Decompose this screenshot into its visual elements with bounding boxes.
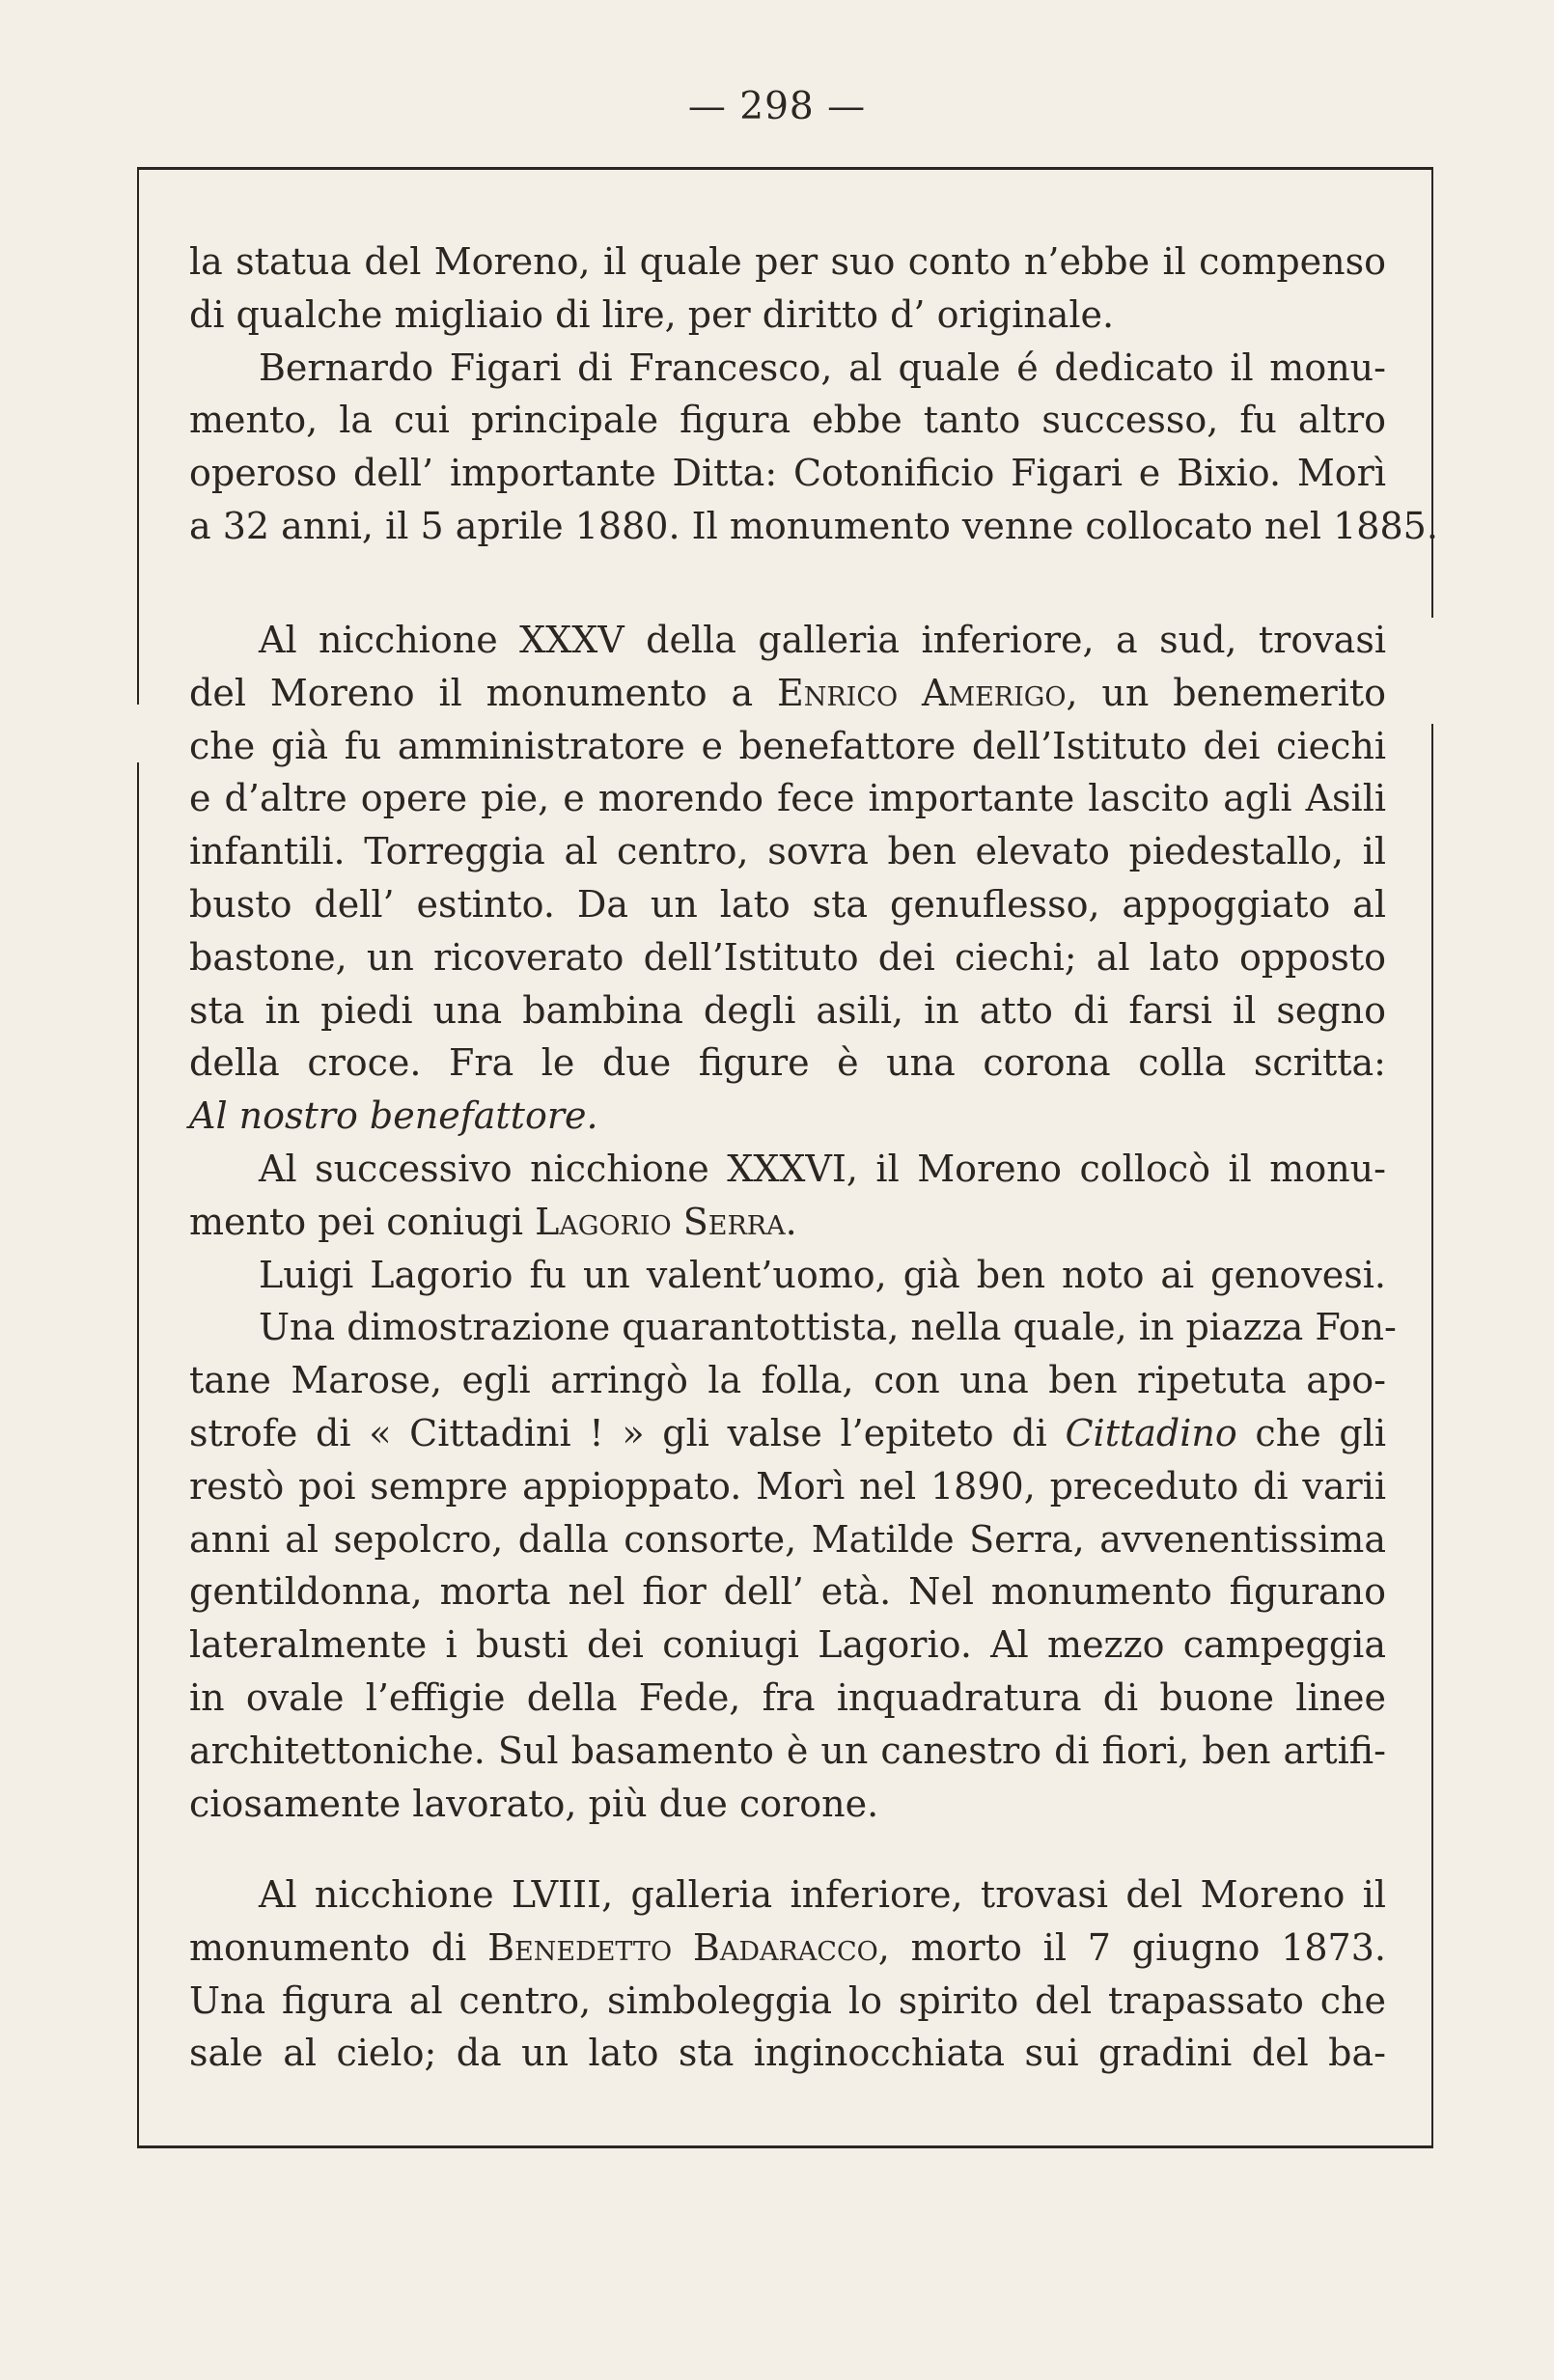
text-line: architettoniche. Sul basamento è un canestro di fiori, ben artifi- <box>189 1729 1386 1772</box>
text-line: lateralmente i busti dei coniugi Lagorio. Al mezzo campeggia <box>189 1623 1386 1667</box>
text-line: mento, la cui principale figura ebbe tanto successo, fu altro <box>189 399 1386 442</box>
text-line: Una dimostrazione quarantottista, nella quale, in piazza Fon- <box>259 1306 1397 1349</box>
text-line: gentildonna, morta nel fior dell’ età. Nel monumento figurano <box>189 1570 1386 1614</box>
text-line: anni al sepolcro, dalla consorte, Matilde Serra, avvenentissima <box>189 1517 1386 1561</box>
text-line: del Moreno il monumento a Enrico Amerigo, un benemerito <box>189 671 1386 714</box>
text-line: operoso dell’ importante Ditta: Cotonificio Figari e Bixio. Morì <box>189 452 1386 495</box>
text-line: Luigi Lagorio fu un valent’uomo, già ben noto ai genovesi. <box>259 1253 1386 1296</box>
text-line: Al successivo nicchione XXXVI, il Moreno collocò il monu- <box>259 1147 1386 1190</box>
text-line: Bernardo Figari di Francesco, al quale é dedicato il monu- <box>259 346 1386 389</box>
text-line: della croce. Fra le due figure è una corona colla scritta: <box>189 1041 1386 1085</box>
person-name: Amerigo <box>922 671 1067 714</box>
paragraph-figari <box>189 235 1438 553</box>
text-line: ciosamente lavorato, più due corone. <box>189 1782 879 1825</box>
left-frame-line <box>137 167 139 2147</box>
text-line: in ovale l’effigie della Fede, fra inquadratura di buone linee <box>189 1675 1386 1719</box>
top-rule <box>137 167 1433 170</box>
person-name: Lagorio Serra <box>535 1200 786 1243</box>
inscription: Al nostro benefattore. <box>189 1094 598 1138</box>
text-line: che già fu amministratore e benefattore dell’Istituto dei ciechi <box>189 724 1386 767</box>
text-line: Una figura al centro, simboleggia lo spirito del trapassato che <box>189 1979 1386 2022</box>
text-line: tane Marose, egli arringò la folla, con una ben ripetuta apo- <box>189 1359 1386 1402</box>
text-line: Al nicchione XXXV della galleria inferiore, a sud, trovasi <box>259 619 1386 661</box>
paragraph-badaracco <box>189 1868 1386 2080</box>
text-line: busto dell’ estinto. Da un lato sta genuflesso, appoggiato al <box>189 882 1386 926</box>
bottom-rule <box>137 2145 1433 2148</box>
text-line: strofe di « Cittadini ! » gli valse l’epiteto di Cittadino che gli <box>189 1411 1386 1454</box>
frame-gap <box>134 705 142 762</box>
frame-gap <box>1429 618 1436 724</box>
text-line: a 32 anni, il 5 aprile 1880. Il monumento venne collocato nel 1885. <box>189 504 1438 547</box>
right-frame-line <box>1431 167 1433 2147</box>
text-line: restò poi sempre appioppato. Morì nel 1890, preceduto di varii <box>189 1464 1386 1508</box>
text-line: Al nicchione LVIII, galleria inferiore, trovasi del Moreno il <box>259 1873 1386 1916</box>
text-line: e d’altre opere pie, e morendo fece importante lascito agli Asili <box>189 777 1386 820</box>
person-name: Benedetto <box>487 1925 673 1969</box>
page-number: — 298 — <box>687 85 867 128</box>
text-line: di qualche migliaio di lire, per diritto d’ originale. <box>189 292 1115 336</box>
text-line: bastone, un ricoverato dell’Istituto dei ciechi; al lato opposto <box>189 935 1386 979</box>
text-line: monumento di Benedetto Badaracco, morto il 7 giugno 1873. <box>189 1925 1386 1969</box>
text-line: sale al cielo; da un lato sta inginocchiata sui gradini del ba- <box>189 2032 1386 2075</box>
person-name: Enrico <box>776 671 899 714</box>
text-line: mento pei coniugi Lagorio Serra. <box>189 1200 797 1243</box>
text-line: la statua del Moreno, il quale per suo conto n’ebbe il compenso <box>189 240 1386 283</box>
person-name: Badaracco <box>692 1925 878 1969</box>
paragraph-amerigo-lagorio <box>189 614 1397 1830</box>
text-line: sta in piedi una bambina degli asili, in atto di farsi il segno <box>189 988 1386 1032</box>
text-line: infantili. Torreggia al centro, sovra ben elevato piedestallo, il <box>189 830 1386 873</box>
